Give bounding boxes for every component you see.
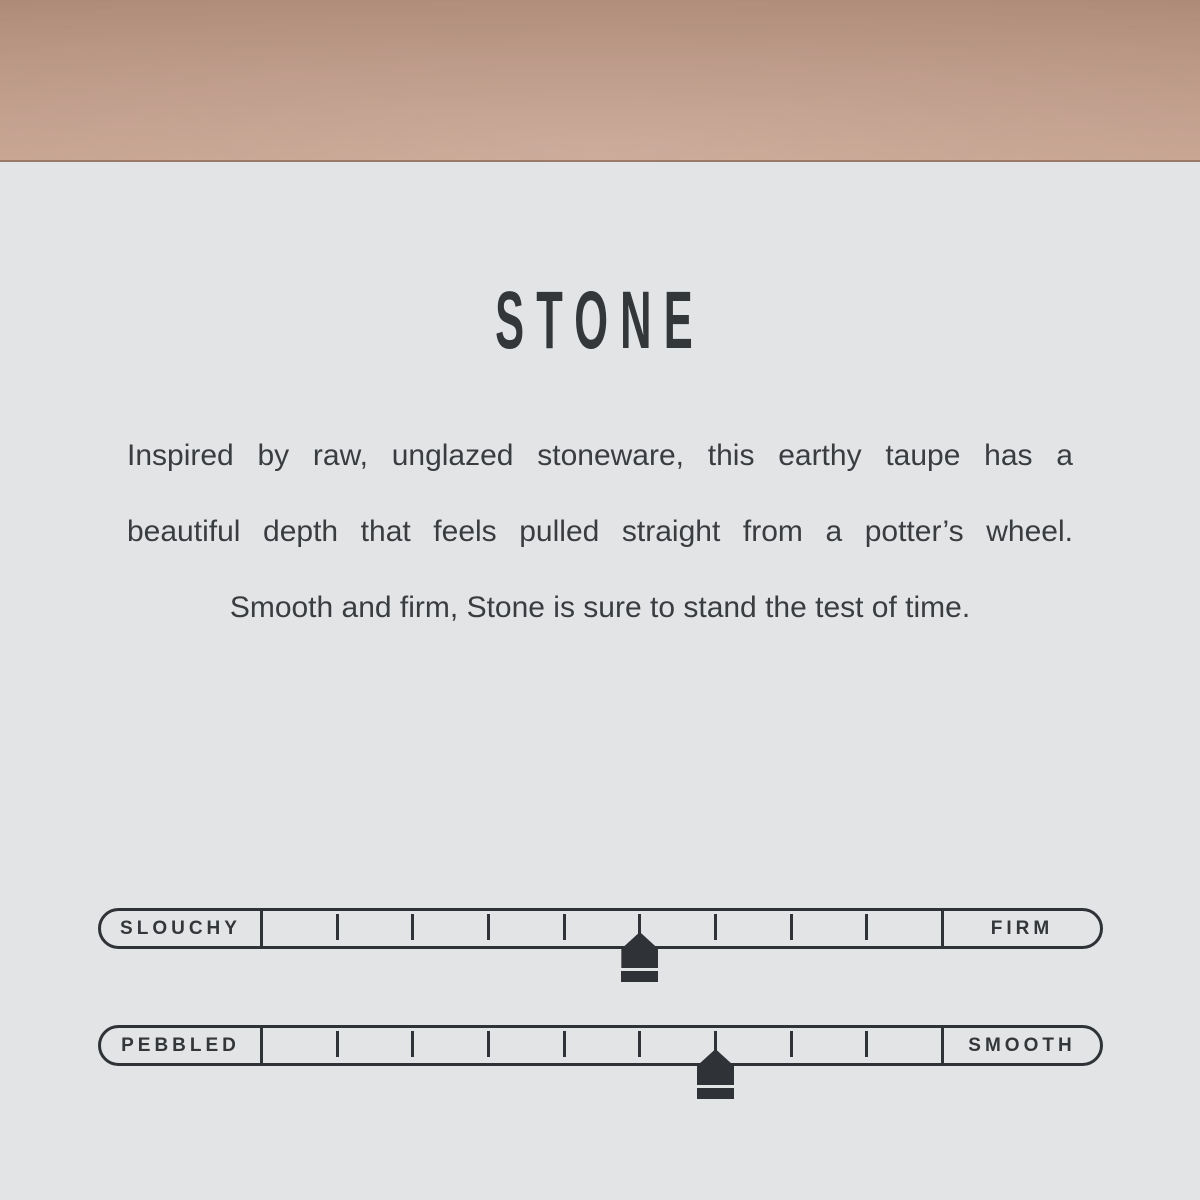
scale-tick xyxy=(411,914,414,940)
scale-tick xyxy=(563,1031,566,1057)
scale-tick xyxy=(865,914,868,940)
scale-right-label: SMOOTH xyxy=(968,1034,1076,1056)
scale-tick xyxy=(790,914,793,940)
scale-tick xyxy=(563,914,566,940)
scale-marker-head xyxy=(621,932,658,968)
scale-tick xyxy=(336,1031,339,1057)
scale-tick xyxy=(865,1031,868,1057)
scale-tick xyxy=(638,1031,641,1057)
scale-marker xyxy=(697,1049,734,1099)
scale-tick xyxy=(487,914,490,940)
description-line-3: Smooth and firm, Stone is sure to stand the test of time. xyxy=(229,591,971,624)
color-description xyxy=(127,418,1073,646)
color-title: STONE xyxy=(495,275,705,366)
scale-slouchy-firm xyxy=(98,908,1103,949)
description-line-2: beautiful depth that feels pulled straight from a potter’s wheel. xyxy=(127,515,1073,548)
scale-divider xyxy=(941,911,944,946)
scale-marker-head xyxy=(697,1049,734,1085)
description-line-1: Inspired by raw, unglazed stoneware, this earthy taupe has a xyxy=(127,439,1073,472)
scale-marker xyxy=(621,932,658,982)
scale-marker-base xyxy=(621,971,658,982)
scale-tick xyxy=(714,914,717,940)
scale-divider xyxy=(260,1028,263,1063)
scale-right-label: FIRM xyxy=(990,917,1054,939)
scale-divider xyxy=(941,1028,944,1063)
scale-left-label: SLOUCHY xyxy=(120,917,241,939)
scale-pebbled-smooth xyxy=(98,1025,1103,1066)
scale-left-label: PEBBLED xyxy=(121,1034,240,1056)
scale-tick xyxy=(411,1031,414,1057)
scale-marker-base xyxy=(697,1088,734,1099)
scale-tick xyxy=(487,1031,490,1057)
scale-tick xyxy=(336,914,339,940)
scale-divider xyxy=(260,911,263,946)
leather-swatch-image xyxy=(0,0,1200,162)
scale-tick xyxy=(790,1031,793,1057)
